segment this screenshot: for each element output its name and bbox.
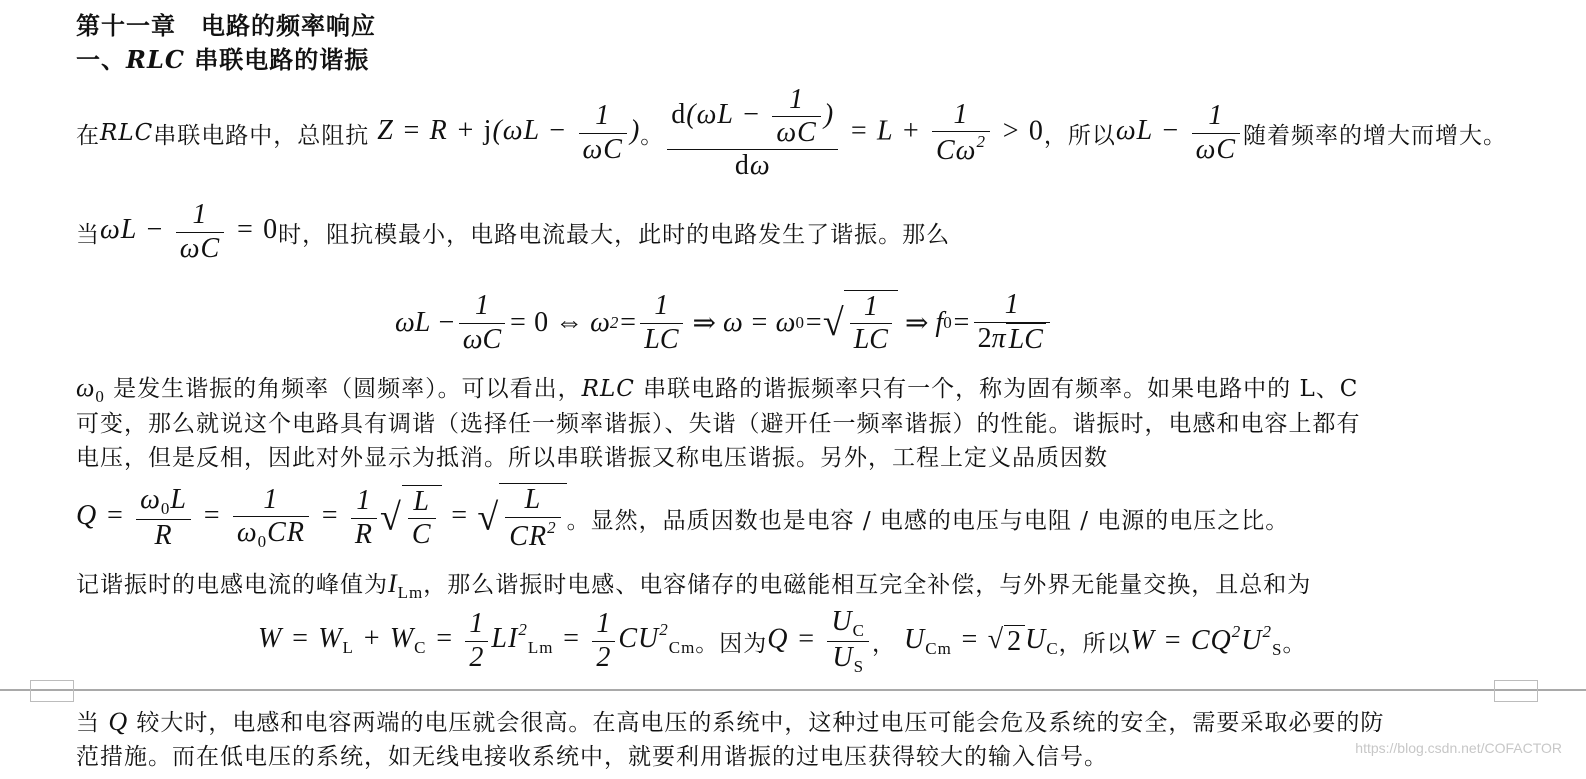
section-prefix: 一、: [76, 45, 126, 74]
paragraph-7-line-2: 范措施。而在低电压的系统，如无线电接收系统中，就要利用谐振的过电压获得较大的输入信号。: [76, 744, 1108, 770]
q-voltage-ratio-formula: Q = $\frac{U_C}{U_S}$: [767, 606, 872, 676]
page-break-line: [0, 689, 1586, 691]
ilm-symbol: $I_{Lm}$: [388, 569, 424, 602]
p1-text-1: 在: [76, 122, 100, 149]
derivative-formula: d(ωL − $\frac{1}{\omega C}$ ) dω = L + $\frac{1}{C\omega^2}$ > 0: [664, 84, 1044, 183]
page-corner-marker-left: [30, 680, 74, 702]
impedance-formula: Z = R + j(ωL − $\frac{1}{\omega C}$ ): [369, 100, 641, 165]
paragraph-3-line-2: 可变，那么就说这个电路具有调谐（选择任一频率谐振）、失谐（避开任一频率谐振）的性能。谐振时，电感和电容上都有: [76, 411, 1361, 437]
p1-text-4: ，所以: [1043, 122, 1116, 149]
p3-text-2: 串联电路的谐振频率只有一个，称为固有频率。如果电路中的 L、C: [634, 376, 1359, 402]
p1-text-5: 随着频率的增大而增大。: [1243, 122, 1508, 149]
resonance-frequency-equation: ωL − $\frac{1}{\omega C}$ = 0 ⇔ ω 2 = $\frac{1}{LC}$ ⇒ ω = ω 0 = √ $\frac{1}{LC}$ ⇒ f 0 = $\frac{1}{\text{2π LC}}$: [395, 282, 1053, 364]
paragraph-5: [76, 566, 1311, 603]
p2-text-2: 时，阻抗模最小，电路电流最大，此时的电路发生了谐振。那么: [278, 221, 951, 248]
p1-text-3: 。: [640, 122, 665, 149]
paragraph-1: [76, 78, 1507, 188]
energy-line: [258, 604, 1306, 678]
p5-text-2: ，那么谐振时电感、电容储存的电磁能相互完全补偿，与外界无能量交换，且总和为: [423, 572, 1312, 598]
q-symbol: Q: [108, 707, 129, 736]
watermark: https://blog.csdn.net/COFACTOR: [1355, 740, 1562, 756]
paragraph-3-line-1: [76, 370, 1358, 407]
p4-text-1: 。显然，品质因数也是电容 / 电感的电压与电阻 / 电源的电压之比。: [566, 507, 1290, 534]
quality-factor-formula: Q = $\frac{\omega_0L}{R}$ = $\frac{1}{\omega_0CR}$ = $\frac{1}{R}$ √ $\frac{L}{C}$ = √ $\frac{L}{CR^2}$: [76, 483, 567, 552]
p6-text-4: 。: [1282, 630, 1307, 657]
ucm-formula: $U_{Cm}$ = √ 2 $U_C$: [896, 623, 1059, 658]
p7-text-1: 当: [76, 710, 109, 736]
section-suffix: 串联电路的谐振: [184, 45, 370, 74]
p6-text-3: ，所以: [1058, 630, 1131, 657]
section-title: [76, 40, 369, 75]
p6-text-1: 。因为: [695, 630, 768, 657]
paragraph-3-line-3: 电压，但是反相，因此对外显示为抵消。所以串联谐振又称电压谐振。另外，工程上定义品质因数: [76, 445, 1108, 471]
p6-text-2: ，: [872, 630, 896, 657]
page-corner-marker-right: [1494, 680, 1538, 702]
p2-text-1: 当: [76, 221, 100, 248]
chapter-title: 第十一章 电路的频率响应: [76, 11, 376, 40]
p7-text-2: 较大时，电感和电容两端的电压就会很高。在高电压的系统中，这种过电压可能会危及系统的安全，需要采取必要的防: [128, 710, 1385, 736]
paragraph-2: [76, 196, 950, 268]
reactance-formula: ωL − $\frac{1}{\omega C}$: [1116, 100, 1243, 165]
paragraph-7-line-1: [76, 704, 1384, 737]
p3-rlc: RLC: [581, 376, 635, 402]
p5-text-1: 记谐振时的电感电流的峰值为: [76, 572, 388, 598]
p1-rlc: RLC: [100, 120, 154, 146]
section-rlc: RLC: [126, 45, 185, 74]
total-energy-formula: $W = CQ^2U^2_S$: [1130, 622, 1283, 659]
p3-text-1: 是发生谐振的角频率（圆频率）。可以看出，: [104, 376, 582, 402]
omega0-symbol: $\omega_0$: [76, 373, 105, 406]
energy-formula: $W = W_L + W_C$ = $\frac{1}{2}$ $LI^2_{Lm}$ = $\frac{1}{2}$ $CU^2_{Cm}$: [258, 608, 696, 673]
resonance-condition: ωL − $\frac{1}{\omega C}$ = 0: [100, 199, 279, 264]
p1-text-2: 串联电路中，总阻抗: [153, 122, 370, 149]
quality-factor-line: [76, 476, 1289, 560]
